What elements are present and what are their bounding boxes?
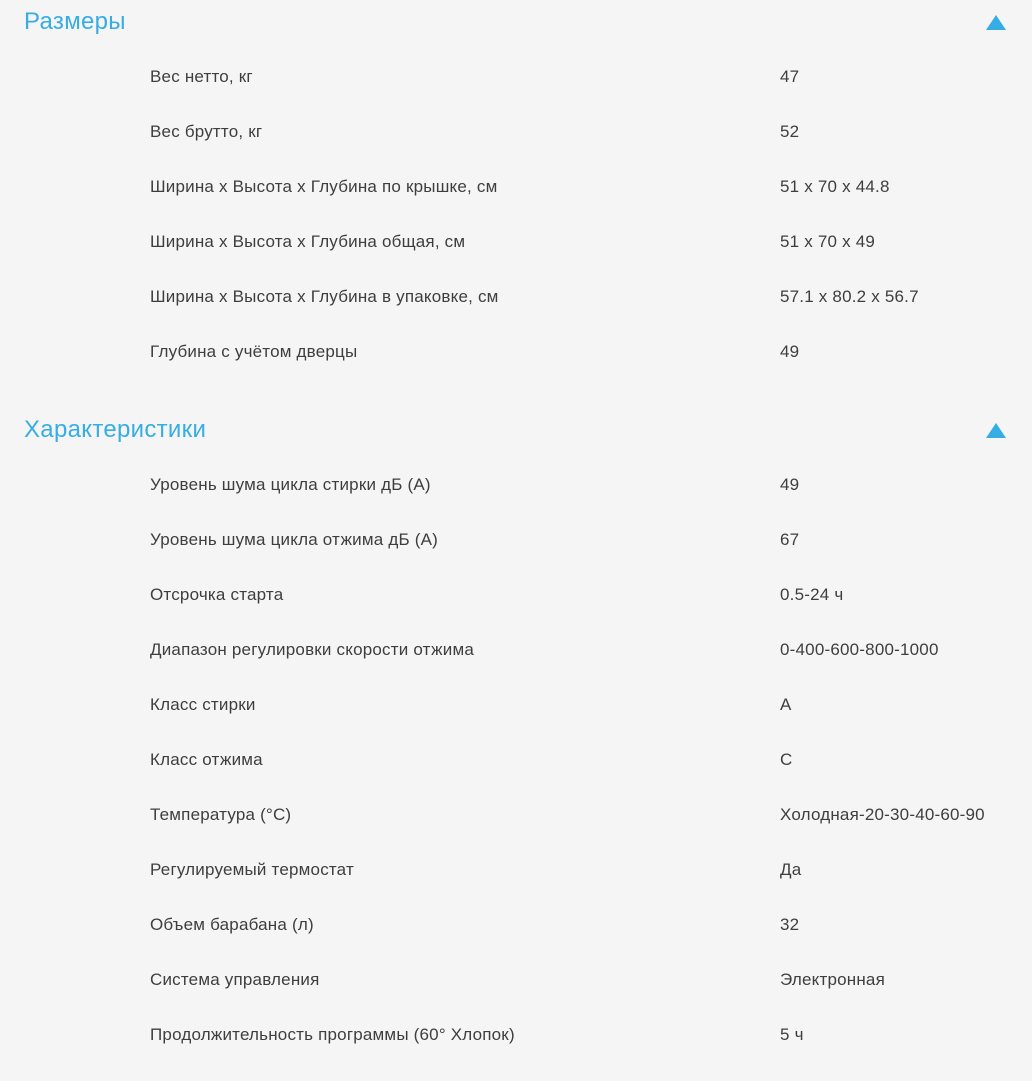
spec-value: 49 [780, 474, 800, 494]
spec-row [0, 952, 1032, 1007]
spec-value: 5 ч [780, 1024, 804, 1044]
spec-value: 47 [780, 66, 800, 86]
spec-label: Глубина с учётом дверцы [150, 341, 358, 361]
section-rows [0, 452, 1032, 1062]
spec-row [0, 1007, 1032, 1062]
spec-label: Вес брутто, кг [150, 121, 263, 141]
spec-row [0, 787, 1032, 842]
spec-value: Холодная-20-30-40-60-90 [780, 804, 985, 824]
spec-label: Продолжительность программы (60° Хлопок) [150, 1024, 515, 1044]
spec-row [0, 677, 1032, 732]
spec-label: Температура (°C) [150, 804, 292, 824]
spec-value: Да [780, 859, 802, 879]
spec-label: Уровень шума цикла отжима дБ (A) [150, 529, 439, 549]
spec-row [0, 842, 1032, 897]
spec-value: 0.5-24 ч [780, 584, 844, 604]
section-header[interactable] [0, 408, 1032, 452]
spec-row [0, 512, 1032, 567]
section-rows [0, 44, 1032, 379]
spec-row [0, 104, 1032, 159]
section-title: Характеристики [24, 416, 207, 443]
spec-row [0, 214, 1032, 269]
spec-row [0, 159, 1032, 214]
spec-label: Класс отжима [150, 749, 263, 769]
spec-row [0, 897, 1032, 952]
triangle-up-icon[interactable] [986, 423, 1006, 438]
spec-label: Объем барабана (л) [150, 914, 314, 934]
spec-value: 57.1 x 80.2 x 56.7 [780, 286, 919, 306]
spec-row [0, 732, 1032, 787]
spec-row [0, 269, 1032, 324]
spec-label: Система управления [150, 969, 320, 989]
spec-label: Отсрочка старта [150, 584, 284, 604]
spec-value: 32 [780, 914, 800, 934]
spec-value: Электронная [780, 969, 885, 989]
triangle-up-icon[interactable] [986, 15, 1006, 30]
spec-label: Класс стирки [150, 694, 256, 714]
spec-row [0, 622, 1032, 677]
spec-value: C [780, 749, 793, 769]
section-title: Размеры [24, 8, 126, 35]
spec-label: Уровень шума цикла стирки дБ (A) [150, 474, 431, 494]
spec-value: 49 [780, 341, 800, 361]
spec-value: 0-400-600-800-1000 [780, 639, 939, 659]
spec-label: Ширина x Высота x Глубина по крышке, см [150, 176, 498, 196]
spec-value: 51 x 70 x 44.8 [780, 176, 890, 196]
spec-section-2 [0, 408, 1032, 1062]
spec-row [0, 457, 1032, 512]
spec-row [0, 567, 1032, 622]
spec-value: 52 [780, 121, 800, 141]
spec-label: Вес нетто, кг [150, 66, 253, 86]
spec-row [0, 49, 1032, 104]
spec-value: A [780, 694, 792, 714]
spec-label: Ширина x Высота x Глубина общая, см [150, 231, 466, 251]
spec-value: 51 x 70 x 49 [780, 231, 876, 251]
spec-row [0, 324, 1032, 379]
spec-label: Ширина x Высота x Глубина в упаковке, см [150, 286, 499, 306]
spec-section-1 [0, 0, 1032, 379]
spec-label: Регулируемый термостат [150, 859, 354, 879]
section-header[interactable] [0, 0, 1032, 44]
spec-label: Диапазон регулировки скорости отжима [150, 639, 474, 659]
spec-value: 67 [780, 529, 800, 549]
